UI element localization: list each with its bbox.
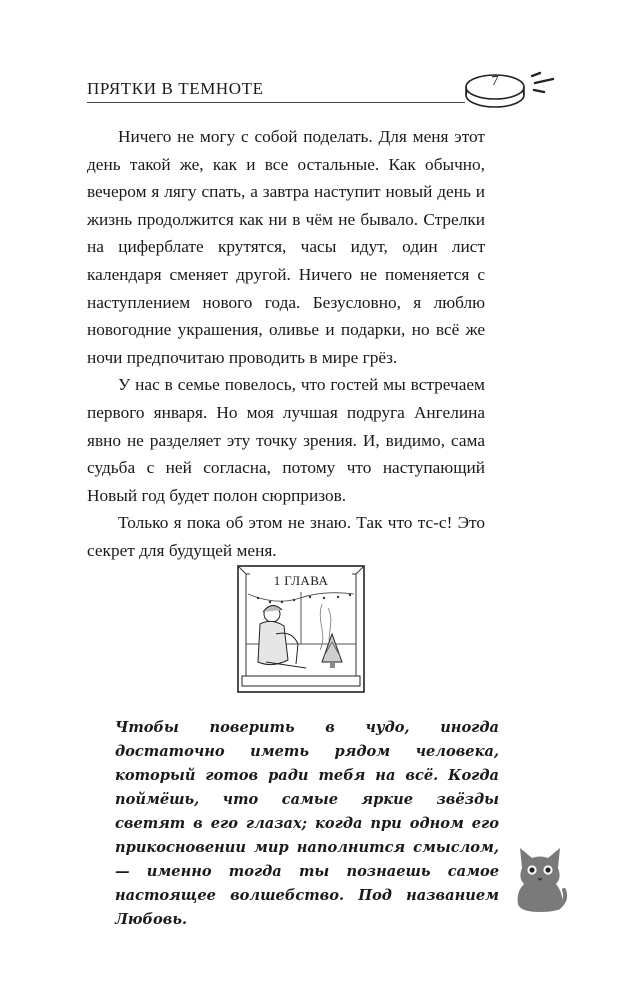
page-number: 7 (491, 74, 499, 89)
paragraph: Только я пока об этом не знаю. Так что тс-с! Это секрет для будущей меня. (87, 513, 485, 560)
header-rule (87, 102, 465, 103)
paragraph: У нас в семье повелось, что гостей мы встречаем первого января. Но моя лучшая подруга Ангелина явно не разделяет эту точку зрения. И, видимо, сама судьба с ней согласна, потому что наступающий Новый год будет полон сюрпризов. (87, 375, 485, 505)
chapter-label: 1 ГЛАВА (250, 573, 352, 589)
cat-icon (512, 842, 568, 914)
paragraph: Ничего не могу с собой поделать. Для меня этот день такой же, как и все остальные. Как обычно, вечером я лягу спать, а завтра наступит новый день и жизнь продолжится как ни в чём не бывало. Стрелки на циферблате крутятся, часы идут, один лист календаря сменяет другой. Ничего не поменяется с наступлением нового года. Безусловно, я люблю новогодние украшения, оливье и подарки, но всё же ночи предпочитаю проводить в мире грёз. (87, 127, 485, 367)
running-title: ПРЯТКИ В ТЕМНОТЕ (87, 79, 264, 98)
epigraph: Чтобы поверить в чудо, иногда достаточно иметь рядом человека, который готов ради тебя на всё. Когда поймёшь, что самые яркие звёзды светят в его глазах; когда при одном его прикосновении мир наполнится смыслом, — именно тогда ты познаешь самое настоящее волшебство. Под названием Любовь. (115, 719, 499, 928)
body-text (87, 123, 485, 565)
